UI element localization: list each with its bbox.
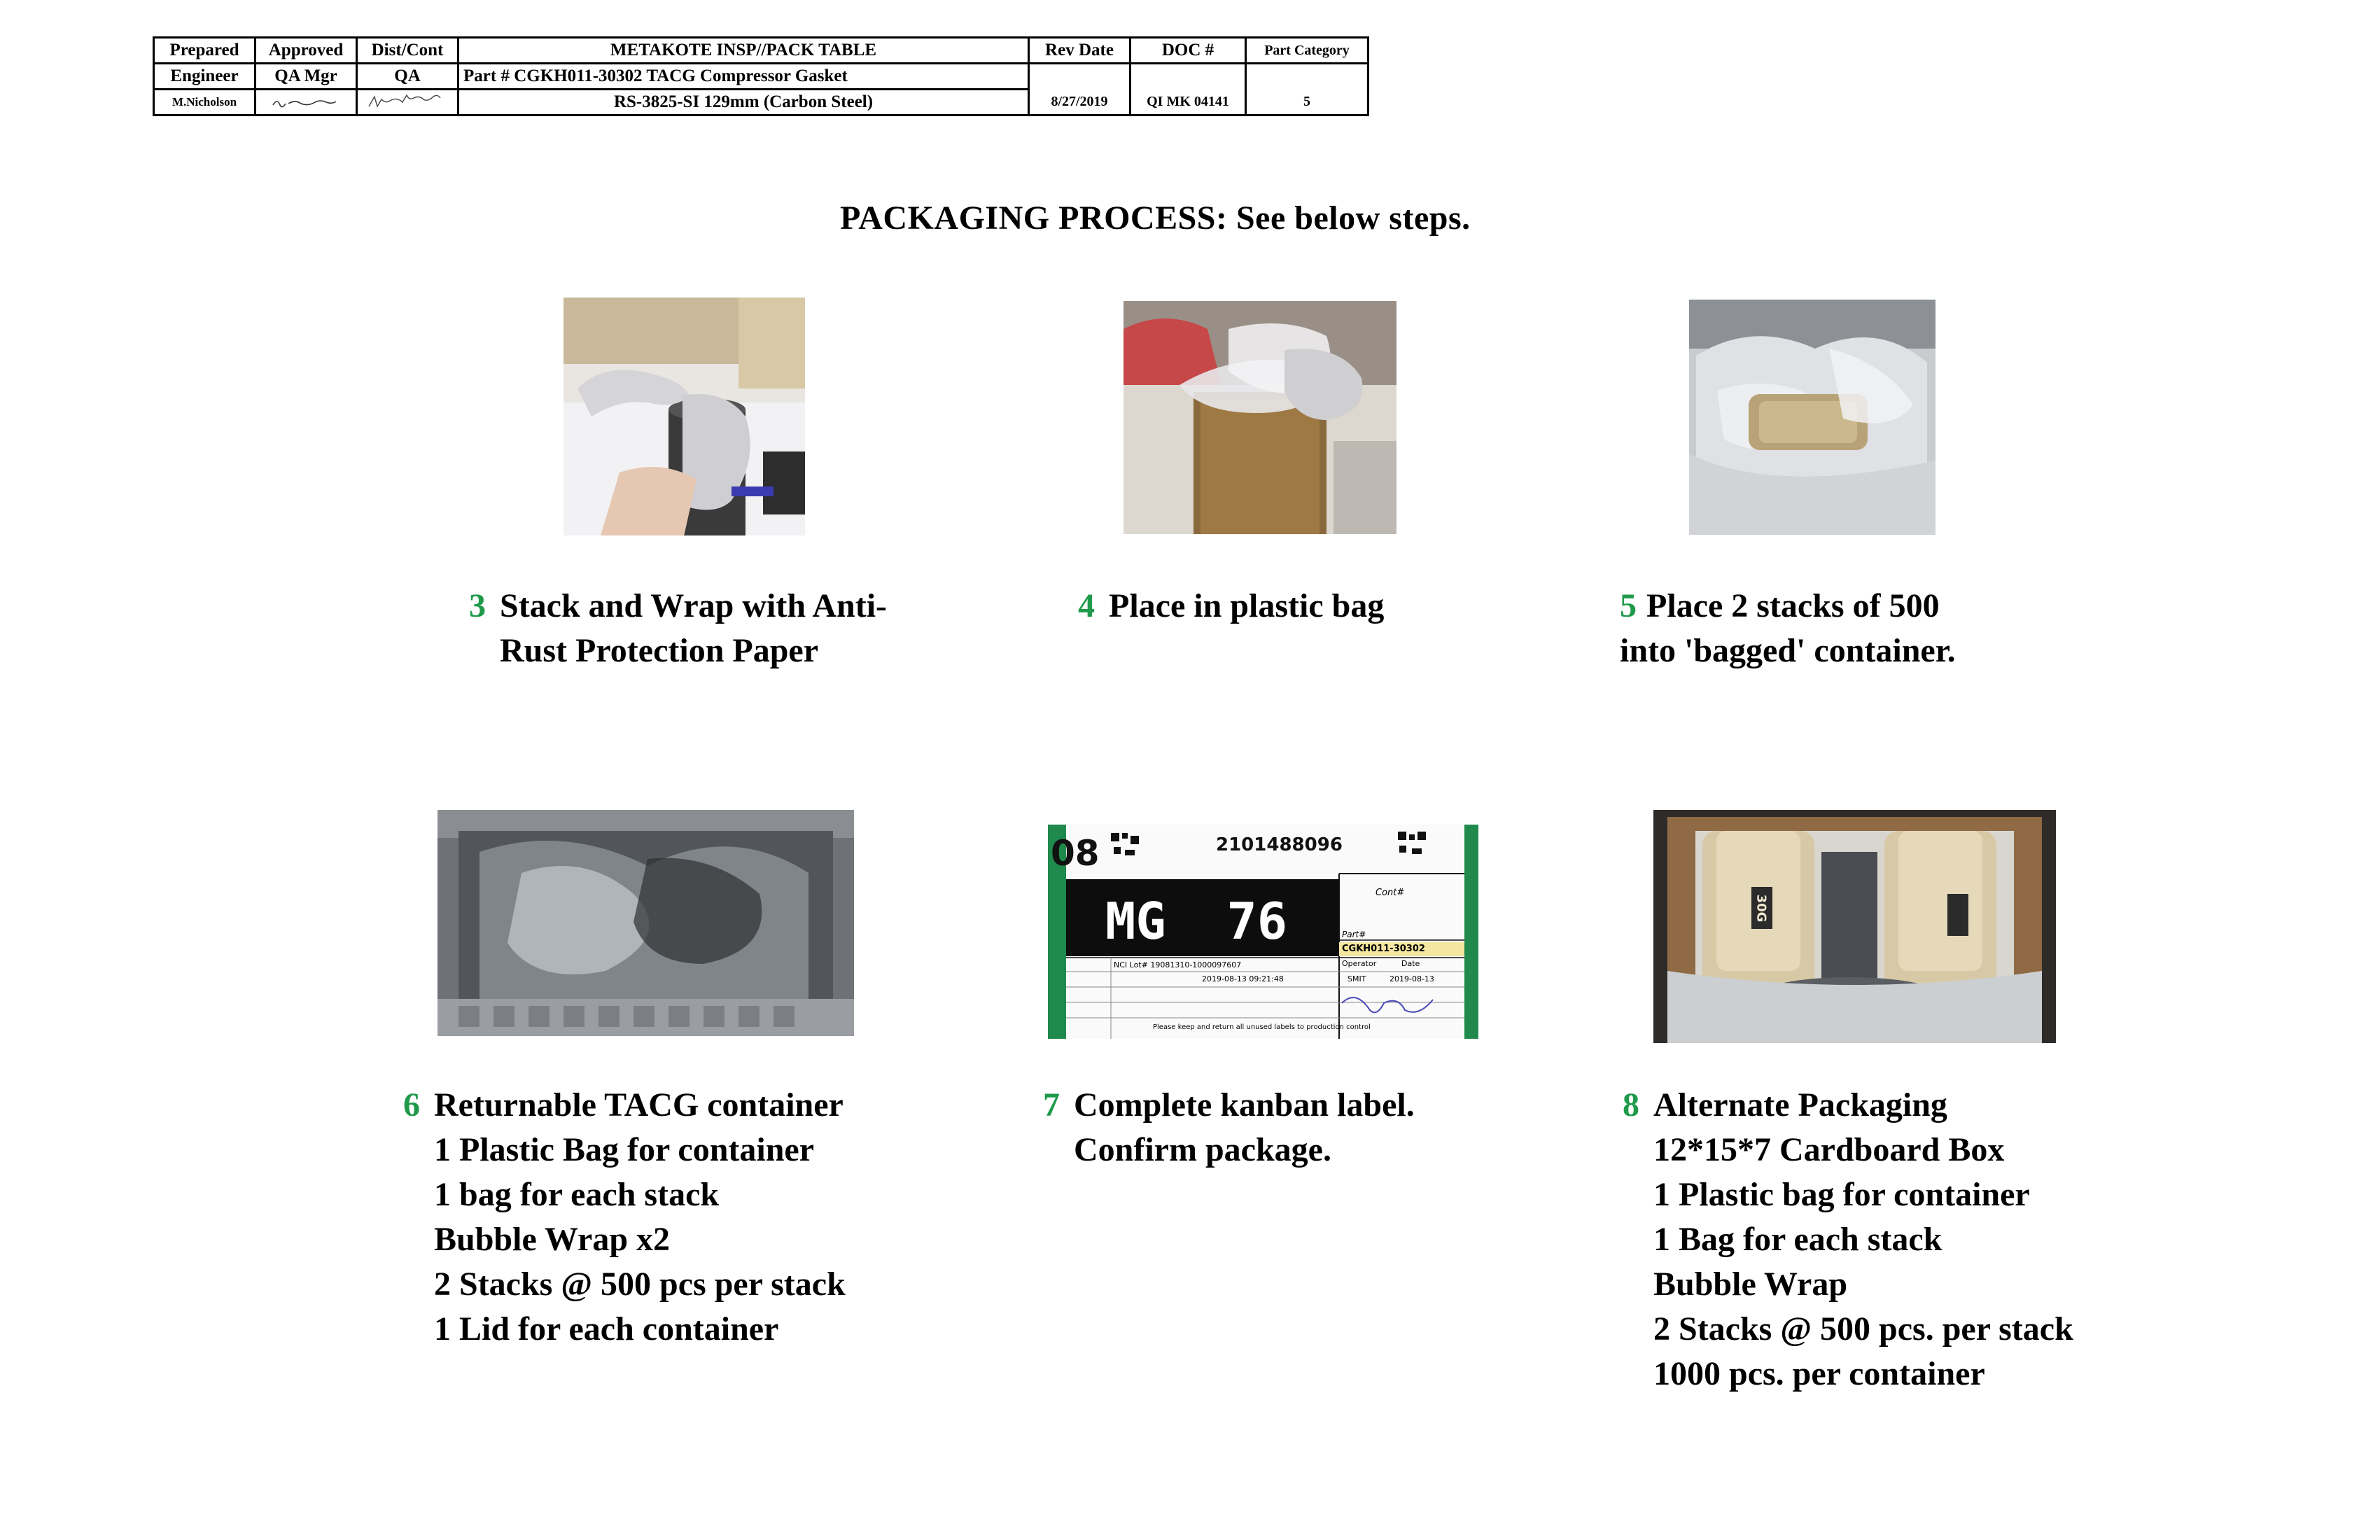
kanban-date-label: Date (1401, 959, 1420, 968)
kanban-cont: Cont# (1376, 888, 1405, 898)
header-rev-date-spacer (1029, 64, 1130, 90)
kanban-date: 2019-08-13 (1390, 974, 1434, 983)
header-approved-role: QA Mgr (255, 64, 357, 90)
kanban-part-number: CGKH011-30302 (1342, 944, 1425, 954)
header-approved-label: Approved (255, 38, 357, 64)
step-4-photo (1124, 301, 1396, 534)
approver-signature (255, 90, 357, 115)
step-7 (1043, 1083, 1415, 1172)
step-6-photo (438, 810, 854, 1036)
step-6-line-6: 1 Lid for each container (434, 1310, 779, 1348)
step-8-number: 8 (1623, 1086, 1639, 1124)
kanban-part-label: Part# (1342, 930, 1366, 939)
step-8-line-1: Alternate Packaging (1653, 1086, 1947, 1124)
step-7-line-2: Confirm package. (1074, 1131, 1331, 1168)
header-prepared-label: Prepared (154, 38, 255, 64)
header-part-category-label: Part Category (1246, 38, 1368, 64)
step-5 (1620, 584, 1956, 673)
step-7-number: 7 (1043, 1086, 1060, 1124)
step-7-line-1: Complete kanban label. (1074, 1086, 1415, 1124)
kanban-operator-label: Operator (1342, 959, 1377, 968)
kanban-timestamp: 2019-08-13 09:21:48 (1202, 974, 1284, 983)
header-dist-role: QA (357, 64, 458, 90)
step-5-number: 5 (1620, 587, 1637, 624)
step-6-line-1: Returnable TACG container (434, 1086, 844, 1124)
kanban-big-label: MG 76 (1105, 892, 1288, 951)
kanban-nci-lot: NCI Lot# 19081310-1000097607 (1114, 960, 1242, 969)
step-6-line-3: 1 bag for each stack (434, 1176, 720, 1213)
header-category-spacer (1246, 64, 1368, 90)
distributor-signature (357, 90, 458, 115)
step-3-number: 3 (469, 587, 486, 624)
step-7-kanban-label-photo (1048, 825, 1478, 1039)
step-6-line-4: Bubble Wrap x2 (434, 1221, 671, 1258)
step-8-photo (1653, 810, 2056, 1043)
header-doc-label: DOC # (1130, 38, 1246, 64)
step-6-number: 6 (403, 1086, 420, 1124)
box-label: 30G (1754, 894, 1769, 923)
header-rev-date: 8/27/2019 (1029, 90, 1130, 115)
header-part-category: 5 (1246, 90, 1368, 115)
header-dist-label: Dist/Cont (357, 38, 458, 64)
step-8 (1623, 1083, 2073, 1396)
step-8-line-5: Bubble Wrap (1653, 1266, 1848, 1303)
kanban-left-digits: 08 (1051, 833, 1100, 874)
step-6-line-2: 1 Plastic Bag for container (434, 1131, 815, 1168)
step-8-line-2: 12*15*7 Cardboard Box (1653, 1131, 2005, 1168)
step-5-line-2: into 'bagged' container. (1620, 632, 1956, 669)
header-prepared-role: Engineer (154, 64, 255, 90)
kanban-footer: Please keep and return all unused labels to production control (1153, 1023, 1371, 1031)
header-title: METAKOTE INSP//PACK TABLE (458, 38, 1029, 64)
step-3-line-2: Rust Protection Paper (500, 632, 819, 669)
step-8-line-4: 1 Bag for each stack (1653, 1221, 1942, 1258)
step-3-photo (564, 298, 805, 536)
header-rev-date-label: Rev Date (1029, 38, 1130, 64)
step-8-line-7: 1000 pcs. per container (1653, 1355, 1985, 1392)
header-doc-spacer (1130, 64, 1246, 90)
header-part-number: Part # CGKH011-30302 TACG Compressor Gasket (458, 64, 1029, 90)
step-4-line-1: Place in plastic bag (1109, 587, 1385, 624)
kanban-code: 2101488096 (1216, 834, 1343, 855)
header-doc-number: QI MK 04141 (1130, 90, 1246, 115)
step-6 (403, 1083, 846, 1352)
step-5-line-1: Place 2 stacks of 500 (1646, 587, 1940, 624)
step-6-line-5: 2 Stacks @ 500 pcs per stack (434, 1266, 846, 1303)
step-8-line-3: 1 Plastic bag for container (1653, 1176, 2030, 1213)
step-8-line-6: 2 Stacks @ 500 pcs. per stack (1653, 1310, 2073, 1348)
step-3-line-1: Stack and Wrap with Anti- (500, 587, 888, 624)
page-title: PACKAGING PROCESS: See below steps. (840, 200, 1471, 237)
step-4 (1078, 584, 1384, 629)
kanban-operator: SMIT (1348, 974, 1366, 983)
header-spec: RS-3825-SI 129mm (Carbon Steel) (458, 90, 1029, 115)
header-preparer-name: M.Nicholson (154, 90, 255, 115)
step-4-number: 4 (1078, 587, 1095, 624)
document-header-table (153, 36, 1369, 116)
step-5-photo (1689, 300, 1935, 535)
step-3 (469, 584, 887, 673)
